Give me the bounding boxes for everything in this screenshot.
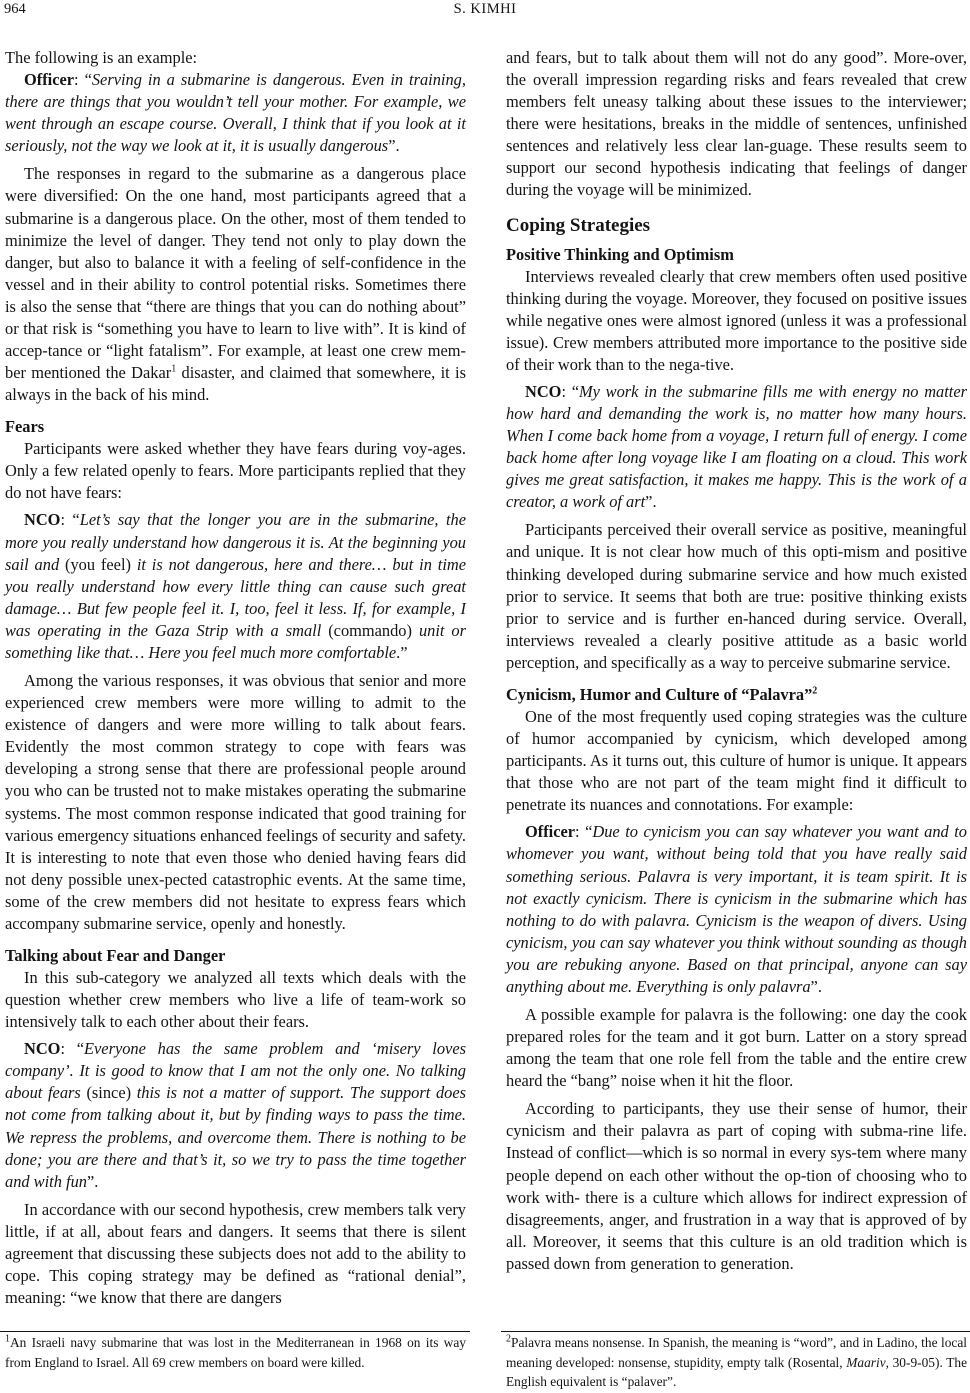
footnote-rule-left: [0, 1331, 470, 1332]
accordance-paragraph: In accordance with our second hypothesis, crew members talk very little, if at all, about fears and dangers. It seems that there is silent agreement that discussing these subjects does not add to the ability to cope. This coping strategy may be defined as “rational denial”, meaning: “we know that there are dangers: [5, 1199, 466, 1308]
footnote-rule-right: [501, 1331, 970, 1332]
quote-officer-danger: Officer: “Serving in a submarine is dangerous. Even in training, there are things that you wouldn’t tell your mother. For example, we went through an escape course. Overall, I think that if you look at it seriously, not the way we look at it, it is usually dangerous”.: [5, 70, 466, 156]
according-paragraph: According to participants, they use their sense of humor, their cynicism and their palavra as part of coping with subma-rine life. Instead of conflict—which is so normal in every sys-tem where many people depend on each other without the op-tion of choosing who to work with- there is a culture which allows for indirect expression of disagreements, anger, and frustration in a way that is approved of by all. Moreover, it seems that this culture is an old tradition which is passed down from generation to generation.: [506, 1099, 967, 1273]
right-column: [506, 47, 967, 1275]
among-paragraph: Among the various responses, it was obvious that senior and more experienced crew members were more willing to admit to the existence of dangers and were more willing to talk about fears. Evidently the most common strategy to cope with fears was developing a strong sense that there are professional people around you who can be trusted not to make mistakes operating the submarine systems. The most common response indicated that good training for various emergency situations enhanced feelings of security and safety. It is interesting to note that even those who denied having fears did not deny possible unex-pected catastrophic events. At the same time, some of the crew members did not hesitate to express fears which accompany submarine service, openly and honestly.: [5, 671, 466, 933]
footnote-mark: 1: [5, 1333, 10, 1345]
footnote-mark: 2: [506, 1333, 511, 1345]
quote-officer-cynicism: Officer: “Due to cynicism you can say whatever you want and to whomever you want, without being told that you have really said something serious. Palavra is very important, it is team spirit. It is not exactly cynicism. There is cynicism in the submarine which has nothing to do with palavra. Cynicism is the weapon of divers. Using cynicism, you can say whatever you think without sounding as though you are rebuking anyone. Based on that principal, anyone can say anything about me. Everything is only palavra”.: [506, 822, 967, 996]
perceived-paragraph: Participants perceived their overall service as positive, meaningful and unique. It is not clear how much of this opti-mism and positive thinking developed during submarine service and how much existed prior to service. It seems that both are true: positive thinking exists prior to service and is further en-hanced during service. Overall, interviews revealed a clearly positive attitude as a basic world perception, and specifically as a way to perceive submarine service.: [506, 520, 967, 672]
subheading-positive: Positive Thinking and Optimism: [506, 244, 734, 264]
quote-nco-positive: NCO: “My work in the submarine fills me with energy no matter how hard and demanding the work is, no matter how many hours. When I come back home from a voyage, I return full of energy. I come back home after long voyage like I am floating on a cloud. This work gives me great satisfaction, it makes me happy. This is the work of a creator, a work of art”.: [506, 381, 967, 512]
possible-paragraph: A possible example for palavra is the following: one day the cook prepared roles for the team and it got burn. Latter on a story spread among the team that one role fell from the table and the entire crew heard the “bang” noise when it hit the floor.: [506, 1004, 967, 1091]
footnote-1: $^1$An Israeli navy submarine that was lost in the Mediterranean in 1968 on its way from England to Israel. All 69 crew members on board were killed.: [5, 1333, 466, 1370]
speaker-label: Officer: [24, 70, 75, 90]
section-heading-talking: Talking about Fear and Danger: [5, 945, 226, 965]
left-column: [5, 47, 466, 1309]
talking-paragraph: In this sub-category we analyzed all texts which deals with the question whether crew members who live a life of team-work so intensively talk to each other about their fears.: [5, 967, 466, 1032]
footnote-ref: 2: [812, 685, 818, 697]
fears-paragraph: Participants were asked whether they have fears during voy-ages. Only a few related openly to fears. More participants replied that they do not have fears:: [5, 439, 466, 503]
continued-paragraph: and fears, but to talk about them will not do any good”. More-over, the overall impression regarding risks and fears revealed that crew members felt uneasy talking about these issues to the interviewer; there were hesitations, breaks in the middle of sentences, unfinished sentences and relatively less clear lan-guage. These results seem to support our second hypothesis indicating that feelings of danger during the voyage will be minimized.: [506, 48, 967, 200]
subheading-cynicism: Cynicism, Humor and Culture of “Palavra”$^2$: [506, 684, 818, 704]
page-header: [0, 0, 970, 22]
section-heading-fears: Fears: [5, 417, 45, 437]
page-number: 964: [4, 1, 26, 17]
speaker-label: NCO: [24, 510, 61, 530]
section-heading-coping: Coping Strategies: [506, 214, 651, 236]
footnote-ref: 1: [171, 363, 177, 375]
speaker-label: NCO: [525, 381, 562, 401]
footnote-2: $^2$Palavra means nonsense. In Spanish, the meaning is “word”, and in Ladino, the local meaning developed: nonsense, stupidity, empty talk (Rosental, Maariv, 30-9-05). The English equivalent is “palaver”.: [506, 1333, 968, 1389]
responses-paragraph: The responses in regard to the submarine as a dangerous place were diversified: On the one hand, most participants agreed that a submarine is a dangerous place. On the other, most of them tended to minimize the level of danger. They tend not only to play down the danger, but also to balance it with a feeling of self-confidence in the vessel and in their ability to control potential risks. Sometimes there is also the sense that “there are things that you can do nothing about” or that risk is “something you have to learn to live with”. It is kind of accep-tance or “light fatalism”. For example, at least one crew mem-ber mentioned the Dakar$^1$ disaster, and claimed that somewhere, it is always in the back of his mind.: [5, 164, 466, 405]
running-head: S. KIMHI: [453, 1, 517, 17]
quote-nco-fears: NCO: “Let’s say that the longer you are in the submarine, the more you really understand how dangerous it is. At the beginning you sail and (you feel) it is not dangerous, here and there… but in time you really understand how every little thing can cause such great damage… But few people feel it. I, too, feel it less. If, for example, I was operating in the Gaza Strip with a small (commando) unit or something like that… Here you feel much more comfortable.”: [5, 510, 466, 662]
speaker-label: Officer: [525, 822, 576, 842]
interviews-paragraph: Interviews revealed clearly that crew members often used positive thinking during the voyage. Moreover, they focused on positive issues while negative ones were almost ignored (unless it was a professional issue). Crew members attributed more importance to the positive side of their work than to the nega-tive.: [506, 266, 967, 374]
one-paragraph: One of the most frequently used coping strategies was the culture of humor accompanied by cynicism, which developed among participants. As it turns out, this culture of humor is unique. It appears that those who are not part of the team might find it difficult to penetrate its nuances and connotations. For example:: [506, 706, 967, 815]
intro-paragraph: The following is an example:: [5, 48, 198, 67]
quote-nco-talking: NCO: “Everyone has the same problem and ‘misery loves company’. It is good to know that I am not the only one. No talking about fears (since) this is not a matter of support. The support does not come from talking about it, but by finding ways to pass the time. We repress the problems, and overcome them. There is nothing to be done; you are there and that’s it, so we try to pass the time together and with fun”.: [5, 1039, 467, 1191]
speaker-label: NCO: [24, 1039, 61, 1059]
